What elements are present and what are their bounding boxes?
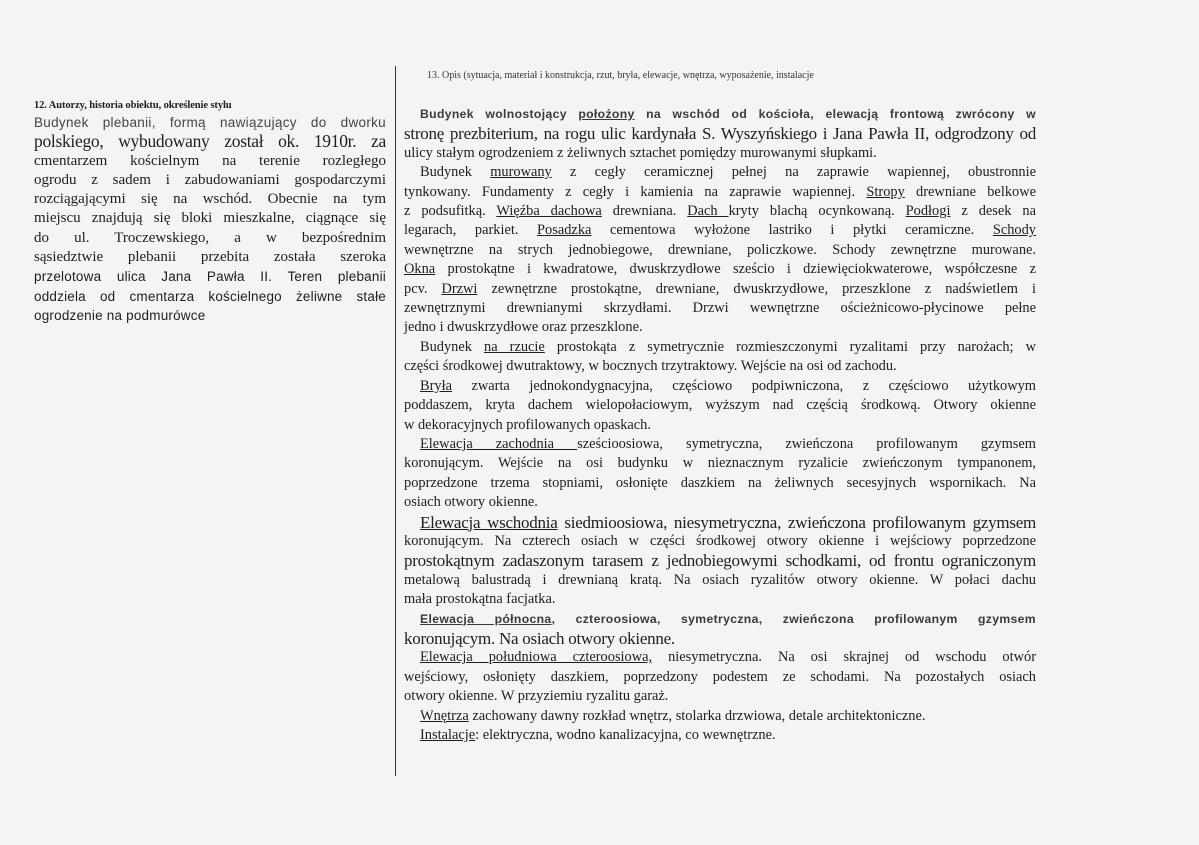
section-12-heading: 12. Autorzy, historia obiektu, określenie stylu [34, 100, 232, 111]
paragraph-north-elevation: Elewacja północna, czteroosiowa, symetryczna, zwieńczona profilowanym gzymsem koronującym. Na osiach otwory okienne. [404, 611, 1036, 648]
section-12 [34, 100, 386, 325]
text-line: rozciągającymi się na wschód. Obecnie na tym [34, 191, 386, 208]
paragraph-interiors: Wnętrza zachowany dawny rozkład wnętrz, stolarka drzwiowa, detale architektoniczne. [420, 707, 926, 724]
text-line: do ul. Troczewskiego, a w bezpośrednim [34, 229, 386, 246]
text-line: polskiego, wybudowany został ok. 1910r. za [34, 131, 386, 152]
text-line: sąsiedztwie plebanii przebita została szeroka [34, 249, 386, 266]
column-divider [395, 66, 396, 776]
text-line: ogrodzenie na podmurówce [34, 307, 206, 323]
paragraph-south-elevation: Elewacja południowa czteroosiowa, niesymetryczna. Na osi skrajnej od wschodu otwór wejściowy, osłonięty daszkiem, poprzedzony podestem ze schodami. Na pozostałych osiach otwory okienne. W przyziemiu ryzalitu garaż. [404, 649, 1036, 705]
paragraph-plan: Budynek na rzucie prostokąta z symetrycznie rozmieszczonymi ryzalitami przy narożach; w części środkowej dwutraktowy, w bocznych trzytraktowy. Wejście na osi od zachodu. [404, 338, 1036, 375]
text-line: ogrodu z sadem i zabudowaniami gospodarczymi [34, 171, 386, 188]
paragraph-installations: Instalacje: elektryczna, wodno kanalizacyjna, co wewnętrzne. [420, 727, 776, 743]
section-13-title: 13. Opis (sytuacja, materiał i konstrukcja, rzut, bryła, elewacje, wnętrza, wyposażenie, instalacje [427, 70, 814, 81]
paragraph-location: Budynek wolnostojący położony na wschód od kościoła, elewacją frontową zwrócony w stronę prezbiterium, na rogu ulic kardynała S. Wyszyńskiego i Jana Pawła II, odgrodzony od ulicy stałym ogrodzeniem z żeliwnych sztachet pomiędzy murowanymi słupkami. [404, 107, 1036, 161]
section-12-body [34, 113, 386, 325]
paragraph-construction: Budynek murowany z cegły ceramicznej pełnej na zaprawie wapiennej, obustronnie tynkowany. Fundamenty z cegły i kamienia na zaprawie wapiennej. Stropy drewniane belkowe z podsufitką. Więźba dachowa drewniana. Dach kryty blachą ocynkowaną. Podłogi z desek na legarach, parkiet. Posadzka cementowa wyłożone lastriko i płytki ceramiczne. Schody wewnętrzne na strych jednobiegowe, drewniane, policzkowe. Schody zewnętrzne murowane. Okna prostokątne i kwadratowe, dwuskrzydłowe sześcio i dziewięciokwaterowe, współczesne z pcv. Drzwi zewnętrzne prostokątne, drewniane, dwuskrzydłowe, przeszklone z nadświetlem i zewnętrznymi drewnianymi skrzydłami. Drzwi wewnętrzne ościeżnicowo-płycinowe pełne jedno i dwuskrzydłowe oraz przeszklone. [404, 164, 1037, 336]
paragraph-west-elevation: Elewacja zachodnia sześcioosiowa, symetryczna, zwieńczona profilowanym gzymsem koronującym. Wejście na osi budynku w nieznacznym ryzalicie zwieńczonym tympanonem, poprzedzone trzema stopniami, osłonięte daszkiem na żeliwnych secesyjnych wspornikach. Na osiach otwory okienne. [404, 435, 1036, 511]
text-line: cmentarzem kościelnym na terenie rozległego [34, 152, 386, 169]
text-line: miejscu znajdują się bloki mieszkalne, ciągnące się [34, 210, 386, 227]
paragraph-mass: Bryła zwarta jednokondygnacyjna, częściowo podpiwniczona, z częściowo użytkowym poddaszem, kryta dachem wielopołaciowym, wyższym nad częścią środkową. Otwory okienne w dekoracyjnych profilowanych opaskach. [404, 377, 1036, 433]
section-13 [404, 105, 1036, 745]
text-line: oddziela od cmentarza kościelnego żeliwne stałe [34, 288, 386, 304]
text-line: przelotowa ulica Jana Pawła II. Teren plebanii [34, 269, 386, 285]
paragraph-east-elevation: Elewacja wschodnia siedmioosiowa, niesymetryczna, zwieńczona profilowanym gzymsem koronującym. Na czterech osiach w części środkowej otwory okienne i wejściowy poprzedzone prostokątnym zadaszonym tarasem z jednobiegowymi schodkami, od frontu ograniczonym metalową balustradą i drewnianą kratą. Na osiach ryzalitów otwory okienne. W połaci dachu mała prostokątna facjatka. [404, 512, 1036, 608]
text-line: Budynek plebanii, formą nawiązujący do dworku [34, 115, 386, 130]
